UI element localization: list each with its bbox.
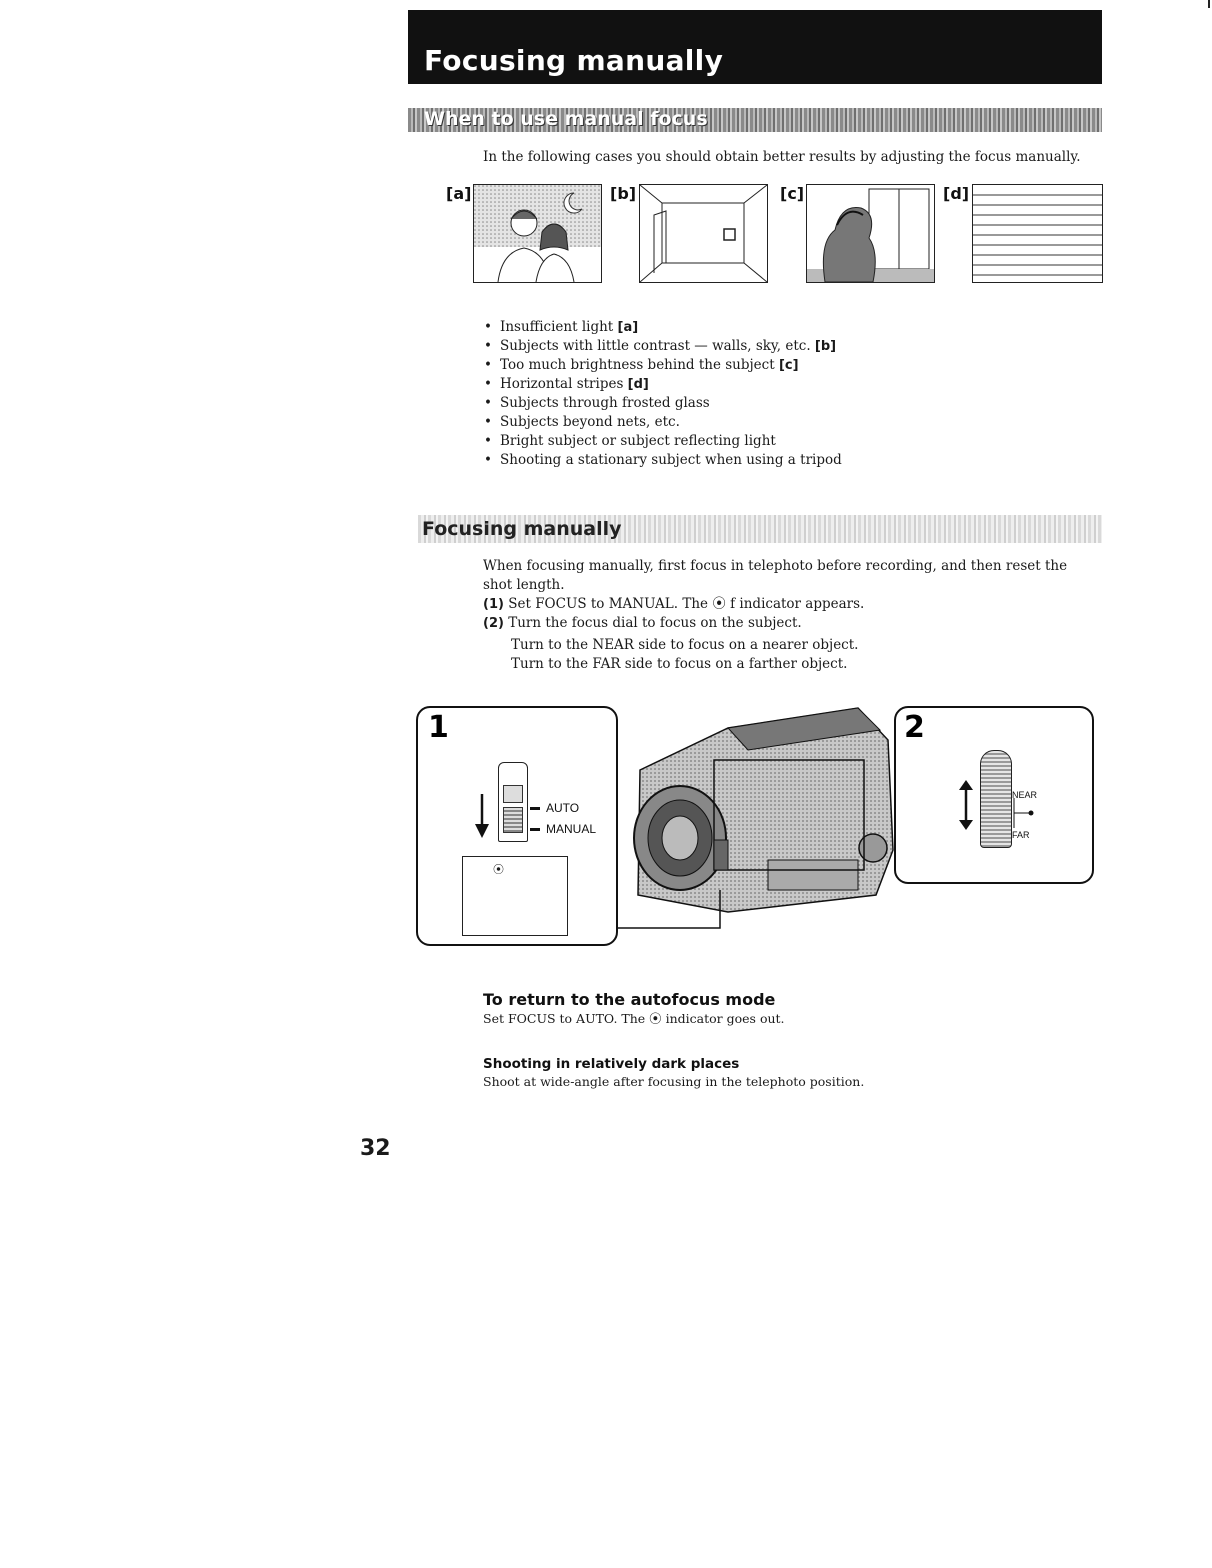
section-heading-focusing-manually (418, 515, 1102, 543)
panel-number: 1 (428, 710, 449, 745)
section-heading-when-to-use (408, 108, 1102, 132)
list-item: • Insufficient light [a] (484, 318, 842, 337)
title-bar (408, 10, 1102, 84)
figure-label-c: [c] (780, 184, 805, 203)
switch-label-manual: MANUAL (546, 822, 597, 836)
dial-pointer-icon (1010, 798, 1036, 828)
section1-intro: In the following cases you should obtain better results by adjusting the focus manually. (483, 149, 1081, 165)
manual-focus-indicator-icon: ⦿ (493, 863, 504, 876)
arrow-down-icon (474, 794, 490, 838)
autofocus-text: Set FOCUS to AUTO. The ⦿ indicator goes out. (483, 1011, 785, 1026)
list-item: • Subjects with little contrast — walls, sky, etc. [b] (484, 337, 842, 356)
panel-1-focus-switch (416, 706, 618, 946)
dark-places-heading: Shooting in relatively dark places (483, 1056, 740, 1072)
figure-label-d: [d] (943, 184, 970, 203)
viewfinder-display (462, 856, 568, 936)
callout-line-1 (600, 880, 740, 940)
up-down-arrow-icon (956, 780, 976, 830)
list-item: • Subjects beyond nets, etc. (484, 413, 842, 432)
focus-dial (980, 750, 1012, 848)
manual-focus-cases-list (484, 318, 842, 470)
figure-c-backlit-window (806, 184, 935, 283)
figure-a-night-couple (473, 184, 602, 283)
margin-mark (1208, 0, 1210, 8)
list-item: • Shooting a stationary subject when using a tripod (484, 451, 842, 470)
page-title: Focusing manually (424, 44, 724, 77)
panel-2-focus-dial (894, 706, 1094, 884)
dial-label-far: FAR (1012, 830, 1030, 840)
focus-switch (498, 762, 528, 842)
figure-d-horizontal-stripes (972, 184, 1103, 283)
autofocus-heading: To return to the autofocus mode (483, 990, 776, 1009)
figure-label-a: [a] (446, 184, 472, 203)
section2-intro: When focusing manually, first focus in telephoto before recording, and then reset the shot length. (483, 558, 1068, 593)
switch-label-auto: AUTO (546, 801, 580, 815)
list-item: • Bright subject or subject reflecting light (484, 432, 842, 451)
panel-number: 2 (904, 710, 925, 745)
section-heading-text: When to use manual focus (424, 108, 708, 130)
list-item: • Horizontal stripes [d] (484, 375, 842, 394)
section-heading-text: Focusing manually (422, 518, 622, 540)
dark-places-text: Shoot at wide-angle after focusing in the telephoto position. (483, 1074, 865, 1089)
page-number: 32 (360, 1136, 391, 1161)
substep-far: Turn to the FAR side to focus on a farther object. (511, 656, 848, 672)
list-item: • Too much brightness behind the subject [c] (484, 356, 842, 375)
dial-label-near: NEAR (1012, 790, 1038, 800)
dark-places-section (483, 1056, 864, 1091)
step-1: (1) Set FOCUS to MANUAL. The ⦿ f indicator appears. (483, 596, 865, 612)
step-2: (2) Turn the focus dial to focus on the subject. (483, 615, 802, 631)
substep-near: Turn to the NEAR side to focus on a nearer object. (511, 637, 859, 653)
figure-b-empty-room (639, 184, 768, 283)
list-item: • Subjects through frosted glass (484, 394, 842, 413)
figure-label-b: [b] (610, 184, 637, 203)
autofocus-section (483, 990, 785, 1028)
